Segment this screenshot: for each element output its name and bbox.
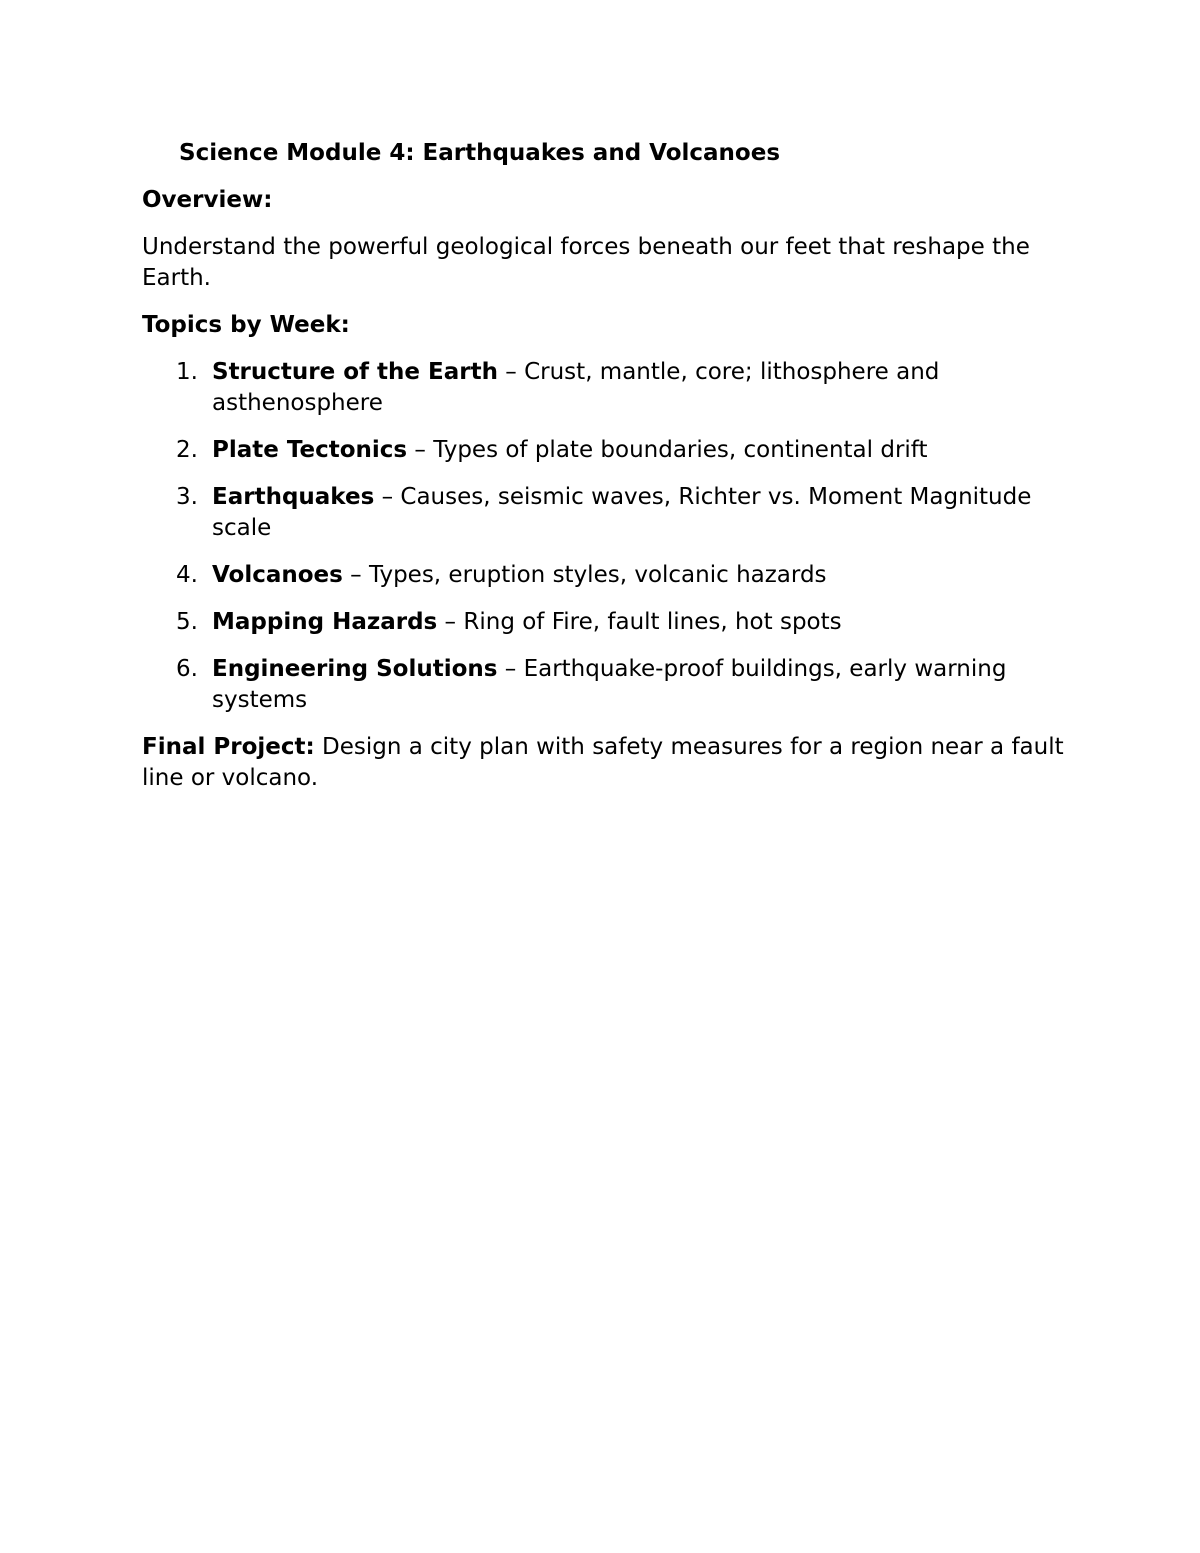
- topic-number: 2.: [176, 437, 198, 463]
- final-project: [142, 732, 1067, 794]
- topic-description: Ring of Fire, fault lines, hot spots: [463, 609, 842, 635]
- topic-description: Crust, mantle, core; lithosphere and asthenosphere: [212, 359, 940, 416]
- topic-item-4: [142, 560, 1067, 591]
- topic-item-5: [142, 607, 1067, 638]
- topics-list: [142, 357, 1067, 716]
- topic-item-1: [142, 357, 1067, 419]
- topic-item-2: [142, 435, 1067, 466]
- final-project-label: Final Project:: [142, 734, 315, 760]
- topic-name: Earthquakes: [212, 484, 375, 510]
- overview-heading: Overview:: [142, 187, 273, 213]
- topic-name: Structure of the Earth: [212, 359, 498, 385]
- overview-text: Understand the powerful geological forces beneath our feet that reshape the Earth.: [142, 234, 1030, 291]
- document-body: [142, 138, 1067, 810]
- topic-description: Earthquake-proof buildings, early warning systems: [212, 656, 1007, 713]
- topic-number: 6.: [176, 656, 198, 682]
- topic-description: Types of plate boundaries, continental drift: [433, 437, 928, 463]
- topic-separator: –: [342, 562, 369, 588]
- topics-heading: Topics by Week:: [142, 312, 350, 338]
- document-title: Science Module 4: Earthquakes and Volcanoes: [179, 140, 781, 166]
- topic-separator: –: [407, 437, 434, 463]
- topic-number: 4.: [176, 562, 198, 588]
- topic-number: 5.: [176, 609, 198, 635]
- topic-name: Engineering Solutions: [212, 656, 498, 682]
- topic-separator: –: [497, 359, 525, 385]
- topic-item-6: [142, 654, 1067, 716]
- topic-description: Causes, seismic waves, Richter vs. Moment Magnitude scale: [212, 484, 1032, 541]
- final-project-text: Design a city plan with safety measures for a region near a fault line or volcano.: [142, 734, 1064, 791]
- topic-separator: –: [497, 656, 524, 682]
- topic-item-3: [142, 482, 1067, 544]
- topic-number: 1.: [176, 359, 198, 385]
- topic-description: Types, eruption styles, volcanic hazards: [368, 562, 827, 588]
- topic-separator: –: [374, 484, 401, 510]
- topic-name: Volcanoes: [212, 562, 343, 588]
- topic-name: Plate Tectonics: [212, 437, 408, 463]
- topic-name: Mapping Hazards: [212, 609, 438, 635]
- topic-number: 3.: [176, 484, 198, 510]
- topic-separator: –: [437, 609, 464, 635]
